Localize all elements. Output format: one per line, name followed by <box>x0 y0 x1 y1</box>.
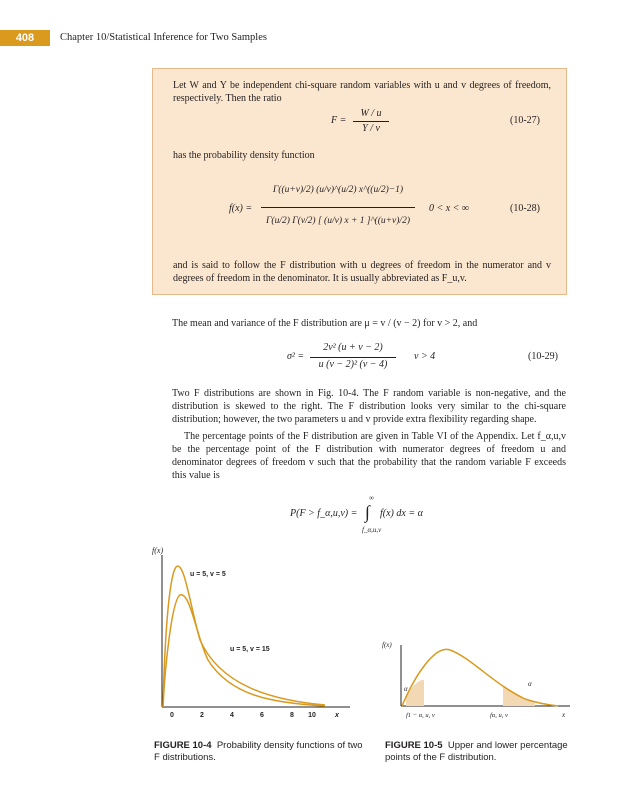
eq1-number: (10-27) <box>510 115 540 126</box>
fig5-alpha-right: α <box>528 680 532 688</box>
fig5-tick-right: fα, u, v <box>490 712 508 719</box>
definition-outro: and is said to follow the F distribution with u degrees of freedom in the numerator and v degrees of freedom in the denominator. It is usually abbreviated as F_u,v. <box>173 260 551 284</box>
eq1-lhs: F = <box>331 115 347 126</box>
variance-fraction-bar <box>310 357 396 358</box>
chapter-title: Chapter 10/Statistical Inference for Two Samples <box>60 32 267 43</box>
fig4-curve-5-5 <box>163 566 325 707</box>
fig5-caption-label: FIGURE 10-5 <box>385 740 443 751</box>
fig5-curve <box>402 649 558 706</box>
fig4-curve1-label: u = 5, v = 5 <box>190 571 226 578</box>
fig4-xtick: 10 <box>308 712 316 719</box>
eq2-numerator: Γ((u+v)/2) (u/v)^(u/2) x^((u/2)−1) <box>272 185 404 195</box>
fig5-tick-left: f1 − α, u, v <box>406 712 435 719</box>
integral-lower: f_α,u,v <box>362 526 382 534</box>
eq2-fraction-bar <box>261 207 415 208</box>
variance-denominator: u (v − 2)² (v − 4) <box>318 359 388 370</box>
prob-lhs: P(F > f_α,u,v) = <box>290 508 358 519</box>
fig5-ylabel: f(x) <box>382 641 392 649</box>
fig4-xtick: 0 <box>170 712 174 719</box>
figure-10-4 <box>150 545 360 725</box>
paragraph-2: The percentage points of the F distribution are given in Table VI of the Appendix. Let f_α,u,v be the percentage point of the F distribution with numerator degrees of freedom u and denominator degrees of freedom v such that the probability that the random variable F exceeds this value is <box>172 431 566 481</box>
figure-10-5-caption <box>385 740 570 764</box>
fig4-curve2-label: u = 5, v = 15 <box>230 646 270 653</box>
page-number: 408 <box>0 30 50 46</box>
eq1-numerator: W / u <box>360 108 382 119</box>
eq2-denominator: Γ(u/2) Γ(v/2) [ (u/v) x + 1 ]^((u+v)/2) <box>266 216 410 226</box>
variance-number: (10-29) <box>528 351 558 362</box>
fig4-xtick: 4 <box>230 712 234 719</box>
variance-lhs: σ² = <box>287 351 305 362</box>
fig5-alpha-left: α <box>404 685 408 693</box>
fig4-xtick: 6 <box>260 712 264 719</box>
fig4-xlabel: x <box>335 712 339 719</box>
variance-numerator: 2v² (u + v − 2) <box>323 342 383 353</box>
fig4-ylabel: f(x) <box>152 546 164 555</box>
fig4-caption-label: FIGURE 10-4 <box>154 740 212 751</box>
figure-10-5 <box>380 635 575 725</box>
definition-intro: Let W and Y be independent chi-square random variables with u and v degrees of freedom, respectively. Then the ratio <box>173 80 551 104</box>
integral-upper: ∞ <box>369 494 374 502</box>
fig4-xtick: 8 <box>290 712 294 719</box>
mean-text: The mean and variance of the F distribution are μ = v / (v − 2) for v > 2, and <box>172 318 478 329</box>
integral-sign: ∫ <box>365 502 370 522</box>
fig4-xtick: 2 <box>200 712 204 719</box>
definition-box <box>152 68 567 295</box>
paragraph-1: Two F distributions are shown in Fig. 10-4. The F random variable is non-negative, and the distribution is skewed to the right. The F distribution looks very similar to the chi-square distribution; however, the two parameters u and v provide extra flexibility regarding shape. <box>172 388 566 425</box>
variance-condition: v > 4 <box>414 351 436 362</box>
prob-rhs: f(x) dx = α <box>380 508 423 519</box>
fig4-caption-text: Probability density functions of two F distributions. <box>154 740 363 763</box>
eq2-number: (10-28) <box>510 203 540 214</box>
fig5-xlabel: x <box>562 711 566 719</box>
page-header <box>0 30 639 46</box>
fig4-x-ticks <box>170 712 340 719</box>
figure-10-4-caption <box>154 740 364 764</box>
pdf-intro: has the probability density function <box>173 150 315 161</box>
fig5-caption-text: Upper and lower percentage points of the F distribution. <box>385 740 568 763</box>
eq2-range: 0 < x < ∞ <box>429 203 470 214</box>
eq1-denominator: Y / v <box>362 123 380 134</box>
eq1-fraction-bar <box>353 121 389 122</box>
eq2-lhs: f(x) = <box>229 203 253 214</box>
